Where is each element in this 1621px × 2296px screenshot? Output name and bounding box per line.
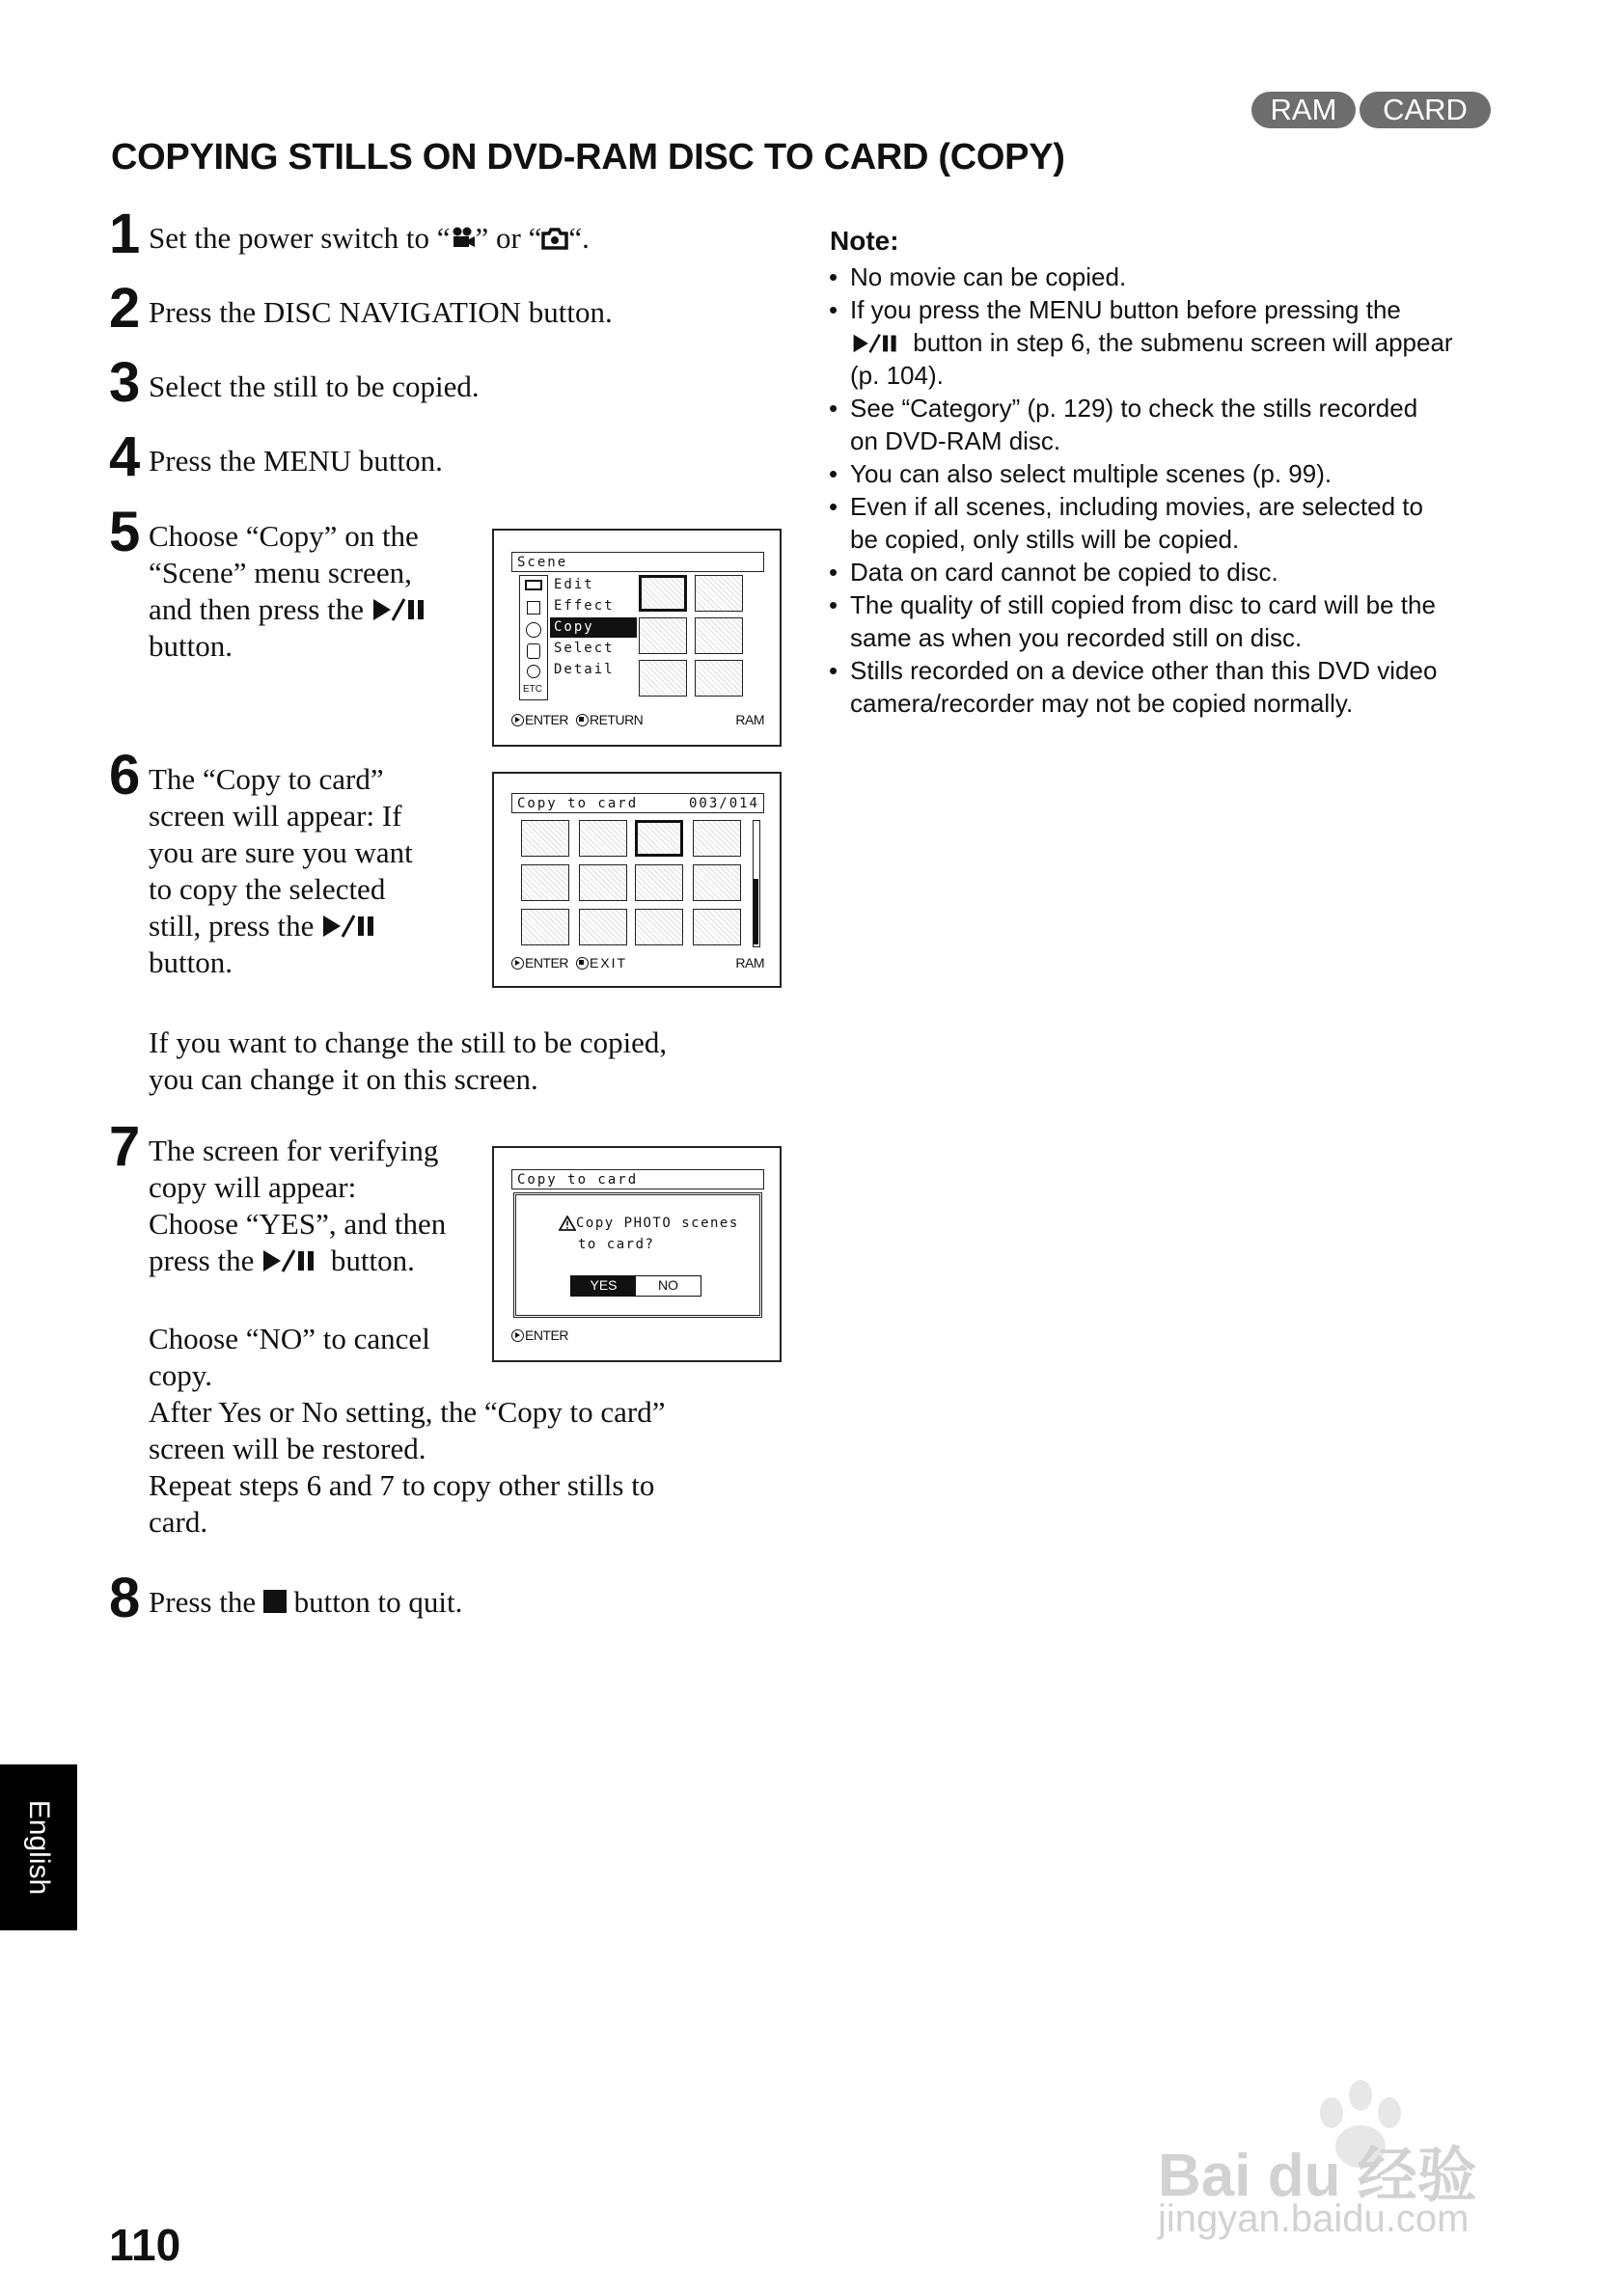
step-text: The screen for verifying copy will appear: Choose “YES”, and then press the button. <box>149 1134 447 1277</box>
copy-to-card-screen <box>492 772 782 988</box>
play-pause-icon <box>850 333 906 354</box>
enter-icon <box>511 714 524 726</box>
thumbnail[interactable] <box>579 909 627 945</box>
scene-counter: 003/014 <box>688 796 759 811</box>
play-pause-icon <box>321 914 383 939</box>
note-item: • Stills recorded on a device other than this DVD video camera/recorder may not be copied normally. <box>827 654 1502 720</box>
screen-title: Copy to card 003/014 <box>511 793 764 813</box>
settings-icon <box>527 665 540 678</box>
note-item: • See “Category” (p. 129) to check the stills recorded on DVD-RAM disc. <box>827 392 1502 457</box>
note-item: • If you press the MENU button before pressing the button in step 6, the submenu screen will appear (p. 104). <box>827 293 1502 392</box>
yes-button[interactable]: YES <box>571 1276 636 1296</box>
thumbnail[interactable] <box>693 909 741 945</box>
menu-item-edit[interactable]: Edit <box>554 577 594 592</box>
scene-menu-screen <box>492 529 782 747</box>
thumbnail[interactable] <box>579 864 627 901</box>
disc-icon <box>526 622 541 638</box>
enter-icon <box>511 957 524 970</box>
thumbnail-selected[interactable] <box>635 820 683 857</box>
confirm-copy-screen <box>492 1146 782 1362</box>
step-number: 5 <box>109 501 141 563</box>
yes-no-group <box>570 1275 701 1297</box>
screen-footer: ENTER EXIT RAM <box>511 955 764 970</box>
step-number: 8 <box>109 1567 141 1629</box>
thumbnail[interactable] <box>639 617 687 654</box>
card-badge: CARD <box>1360 92 1491 128</box>
return-icon <box>576 714 589 726</box>
thumbnail[interactable] <box>695 660 743 697</box>
scene-icon <box>525 580 542 590</box>
step-6-note: If you want to change the still to be copied, you can change it on this screen. <box>149 1025 668 1096</box>
step-text: Select the still to be copied. <box>149 369 480 403</box>
step-number: 6 <box>109 744 141 806</box>
menu-item-select[interactable]: Select <box>554 641 615 656</box>
thumbnail[interactable] <box>635 864 683 901</box>
menu-item-effect[interactable]: Effect <box>554 598 615 614</box>
play-pause-icon <box>371 597 433 622</box>
media-indicator: RAM <box>735 955 764 970</box>
note-item: • You can also select multiple scenes (p. 99). <box>827 457 1502 490</box>
menu-item-detail[interactable]: Detail <box>554 662 615 677</box>
thumbnail[interactable] <box>521 864 569 901</box>
page-number: 110 <box>109 2220 181 2270</box>
thumbnail[interactable] <box>693 820 741 857</box>
thumbnail[interactable] <box>695 617 743 654</box>
step-number: 2 <box>109 277 141 340</box>
confirm-dialog <box>513 1192 762 1318</box>
thumbnail[interactable] <box>695 575 743 612</box>
screen-title: Scene <box>511 552 764 572</box>
warning-icon <box>559 1216 576 1231</box>
play-pause-icon <box>261 1248 323 1273</box>
language-tab: English <box>0 1764 77 1930</box>
stop-icon <box>263 1590 287 1613</box>
thumbnail[interactable] <box>521 820 569 857</box>
step-text: Set the power switch to “ ” or “ “. <box>149 221 590 255</box>
step-text: Choose “Copy” on the “Scene” menu screen, and then press the button. <box>149 518 433 665</box>
scrollbar-thumb[interactable] <box>754 879 758 944</box>
thumbnail[interactable] <box>521 909 569 945</box>
no-button[interactable]: NO <box>658 1277 678 1293</box>
confirm-message: Copy PHOTO scenes to card? <box>559 1213 739 1255</box>
note-item: • The quality of still copied from disc to card will be the same as when you recorded still on disc. <box>827 588 1502 654</box>
media-badges <box>1251 92 1491 128</box>
scrollbar[interactable] <box>753 820 760 947</box>
exit-icon <box>576 957 589 970</box>
watermark-brand: Bai du 经验 <box>1158 2143 1477 2209</box>
media-indicator: RAM <box>735 712 764 727</box>
step-7-note: Choose “NO” to cancel copy. After Yes or No setting, the “Copy to card” screen will be restored. Repeat steps 6 and 7 to copy other stills to card. <box>149 1322 666 1539</box>
menu-item-copy[interactable]: Copy <box>550 617 637 638</box>
note-item: • Data on card cannot be copied to disc. <box>827 556 1502 588</box>
menu-icon-column <box>519 575 548 700</box>
screen-footer: ENTER <box>511 1327 764 1343</box>
step-number: 3 <box>109 351 141 414</box>
thumbnail[interactable] <box>579 820 627 857</box>
screen-title: Copy to card <box>511 1169 764 1189</box>
note-item: • No movie can be copied. <box>827 260 1502 293</box>
thumbnail[interactable] <box>635 909 683 945</box>
enter-icon <box>511 1329 524 1342</box>
media-icon <box>527 643 540 659</box>
scene-submenu <box>550 575 639 683</box>
step-text: Press the MENU button. <box>149 444 443 478</box>
step-text: Press the button to quit. <box>149 1585 463 1619</box>
step-number: 1 <box>109 203 141 265</box>
note-item: • Even if all scenes, including movies, are selected to be copied, only stills will be copied. <box>827 490 1502 556</box>
thumbnail[interactable] <box>639 575 687 612</box>
movie-camera-icon <box>451 226 476 251</box>
step-number: 4 <box>109 425 141 488</box>
step-text: The “Copy to card” screen will appear: If you are sure you want to copy the selected still, press the button. <box>149 762 413 979</box>
page-title: COPYING STILLS ON DVD-RAM DISC TO CARD (COPY) <box>111 137 1065 178</box>
thumbnail[interactable] <box>639 660 687 697</box>
note-list <box>827 260 1502 720</box>
etc-label: ETC <box>523 684 542 695</box>
thumbnail[interactable] <box>693 864 741 901</box>
list-icon <box>527 601 540 615</box>
step-text: Press the DISC NAVIGATION button. <box>149 295 613 329</box>
step-number: 7 <box>109 1115 141 1178</box>
watermark-url: jingyan.baidu.com <box>1158 2198 1470 2240</box>
still-camera-icon <box>541 226 568 251</box>
ram-badge: RAM <box>1251 92 1356 128</box>
screen-footer: ENTER RETURN RAM <box>511 712 764 727</box>
note-title: Note: <box>830 226 899 256</box>
